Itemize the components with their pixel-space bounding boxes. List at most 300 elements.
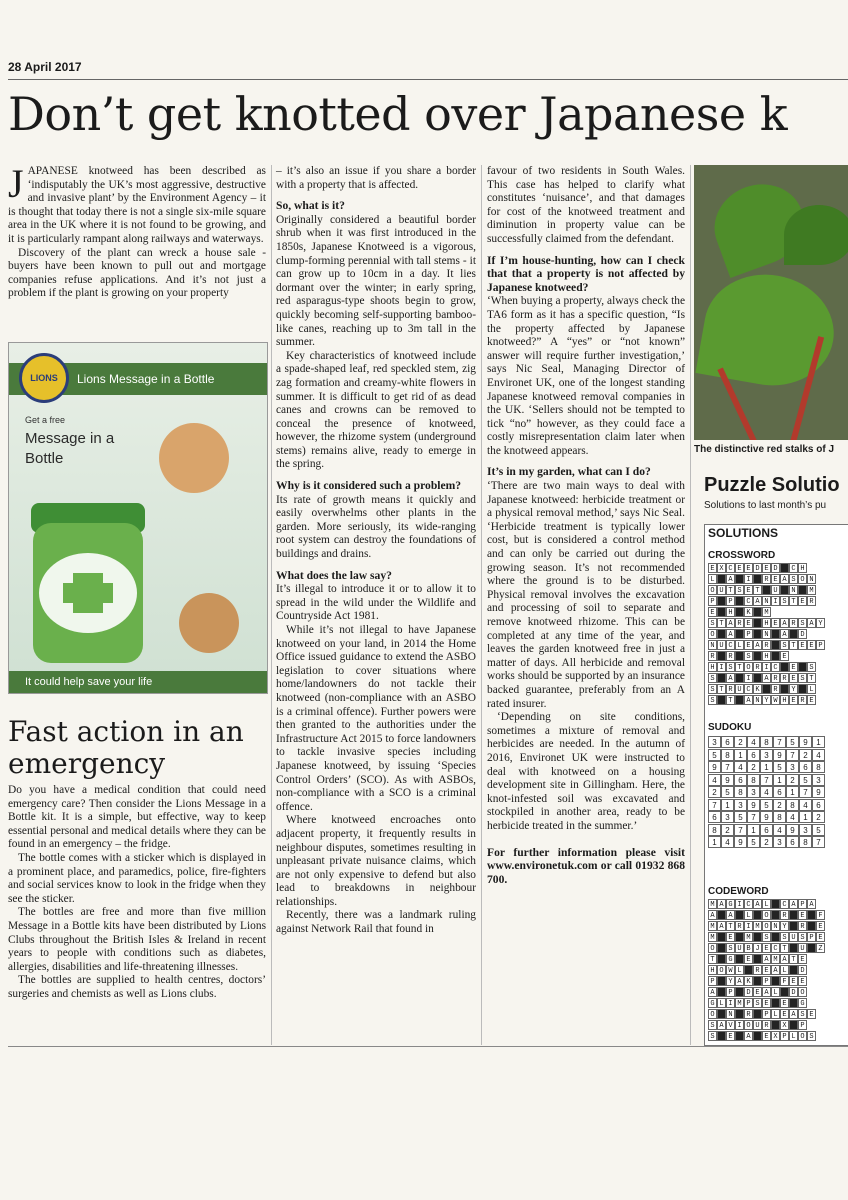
grid-cell: Y bbox=[780, 921, 789, 931]
sudoku-cell: 9 bbox=[760, 811, 773, 823]
intro-paragraph: APANESE knotweed has been described as ‘indisputably the UK’s most aggressive, destructive and invasive plant’ by the Environment Agency – it is thought that today there is not a single six-mile square area in the UK where it is not found to be growing, and it is particularly rampant along railways and waterways. bbox=[8, 165, 266, 245]
grid-cell: S bbox=[789, 574, 798, 584]
sudoku-cell: 4 bbox=[708, 774, 721, 786]
grid-cell: E bbox=[789, 695, 798, 705]
knotweed-photo bbox=[694, 165, 848, 440]
grid-cell: M bbox=[708, 921, 717, 931]
column-divider bbox=[690, 165, 691, 1045]
grid-cell: C bbox=[744, 596, 753, 606]
grid-cell: F bbox=[816, 910, 825, 920]
sidebar-headline: Fast action in an emergency bbox=[8, 715, 244, 780]
grid-cell: E bbox=[807, 640, 816, 650]
article-column-1 bbox=[8, 161, 266, 301]
paragraph: ‘Depending on site conditions, sometimes a mixture of removal and herbicides are needed. In the autumn of 2016, Environet UK were instructed to deal with knotweed on a housing development site in Gillingham. Here, the knot-infested soil was excavated and stockpiled in another area, ready to be herbicide treated in the summer.’ bbox=[487, 711, 685, 832]
sudoku-cell: 6 bbox=[773, 786, 786, 798]
grid-cell: E bbox=[807, 695, 816, 705]
sudoku-cell: 2 bbox=[721, 824, 734, 836]
grid-cell: S bbox=[726, 943, 735, 953]
grid-cell: R bbox=[744, 1009, 753, 1019]
sudoku-cell: 5 bbox=[786, 736, 799, 748]
grid-cell: C bbox=[726, 640, 735, 650]
advert-big-text: Message in a Bottle bbox=[25, 430, 115, 467]
leaf-shape bbox=[784, 205, 848, 265]
grid-cell bbox=[717, 1031, 726, 1041]
grid-cell: O bbox=[708, 1009, 717, 1019]
grid-cell bbox=[789, 965, 798, 975]
grid-cell bbox=[753, 976, 762, 986]
sudoku-cell: 3 bbox=[747, 786, 760, 798]
sudoku-cell: 6 bbox=[747, 749, 760, 761]
grid-cell: T bbox=[717, 684, 726, 694]
grid-cell: A bbox=[789, 1009, 798, 1019]
grid-cell: H bbox=[726, 607, 735, 617]
subheading: Why is it considered such a problem? bbox=[276, 479, 462, 493]
grid-cell: X bbox=[780, 1020, 789, 1030]
sudoku-cell: 9 bbox=[734, 836, 747, 848]
grid-cell: E bbox=[744, 563, 753, 573]
sudoku-cell: 1 bbox=[786, 786, 799, 798]
grid-cell: L bbox=[771, 987, 780, 997]
sudoku-cell: 4 bbox=[773, 824, 786, 836]
grid-cell: A bbox=[744, 695, 753, 705]
person-illustration bbox=[179, 593, 239, 653]
grid-cell bbox=[798, 662, 807, 672]
sidebar-paragraph: Do you have a medical condition that could need emergency care? Then consider the Lions Message in a Bottle kit. It is a simple, but effective, way to keep essential personal and medical details where they can be found in an emergency – the fridge. bbox=[8, 784, 266, 851]
grid-cell: I bbox=[726, 998, 735, 1008]
grid-cell: H bbox=[762, 618, 771, 628]
grid-cell bbox=[753, 607, 762, 617]
grid-cell: E bbox=[726, 932, 735, 942]
grid-cell bbox=[753, 618, 762, 628]
headline: Don’t get knotted over Japanese k bbox=[8, 87, 788, 141]
leaf-shape bbox=[695, 265, 842, 396]
grid-cell bbox=[762, 585, 771, 595]
sudoku-cell: 8 bbox=[786, 799, 799, 811]
issue-date: 28 April 2017 bbox=[8, 60, 82, 74]
sudoku-cell: 7 bbox=[773, 736, 786, 748]
grid-cell: U bbox=[789, 932, 798, 942]
grid-cell bbox=[771, 998, 780, 1008]
grid-cell: B bbox=[744, 943, 753, 953]
sudoku-cell: 3 bbox=[721, 811, 734, 823]
grid-cell: M bbox=[753, 921, 762, 931]
grid-cell: E bbox=[762, 965, 771, 975]
puzzle-title: Puzzle Solutio bbox=[704, 474, 840, 496]
grid-cell: M bbox=[708, 899, 717, 909]
grid-cell: A bbox=[789, 899, 798, 909]
grid-cell: Y bbox=[726, 976, 735, 986]
grid-cell: P bbox=[708, 976, 717, 986]
grid-cell: M bbox=[735, 998, 744, 1008]
grid-cell: N bbox=[726, 1009, 735, 1019]
sudoku-cell: 6 bbox=[799, 761, 812, 773]
grid-cell: R bbox=[789, 618, 798, 628]
grid-cell bbox=[717, 695, 726, 705]
grid-cell: P bbox=[780, 1031, 789, 1041]
grid-cell: O bbox=[744, 1020, 753, 1030]
grid-cell bbox=[807, 943, 816, 953]
crossword-row bbox=[708, 563, 848, 574]
grid-cell: U bbox=[735, 943, 744, 953]
photo-caption: The distinctive red stalks of J bbox=[694, 444, 835, 455]
grid-cell: M bbox=[708, 932, 717, 942]
sudoku-cell: 6 bbox=[786, 836, 799, 848]
sidebar-story bbox=[8, 784, 266, 1002]
sudoku-cell: 5 bbox=[760, 799, 773, 811]
grid-cell: P bbox=[762, 1009, 771, 1019]
grid-cell bbox=[735, 695, 744, 705]
grid-cell: H bbox=[708, 965, 717, 975]
grid-cell: P bbox=[798, 1020, 807, 1030]
sudoku-cell: 5 bbox=[734, 811, 747, 823]
grid-cell: W bbox=[771, 695, 780, 705]
grid-cell: A bbox=[726, 629, 735, 639]
grid-cell bbox=[753, 673, 762, 683]
sudoku-cell: 9 bbox=[747, 799, 760, 811]
grid-cell bbox=[798, 684, 807, 694]
grid-cell bbox=[717, 932, 726, 942]
grid-cell: H bbox=[762, 651, 771, 661]
grid-cell bbox=[735, 651, 744, 661]
grid-cell: C bbox=[789, 563, 798, 573]
grid-cell: T bbox=[789, 954, 798, 964]
grid-cell: M bbox=[807, 585, 816, 595]
sudoku-cell: 2 bbox=[734, 736, 747, 748]
grid-cell: E bbox=[798, 910, 807, 920]
codeword-row bbox=[708, 910, 848, 921]
sudoku-cell: 6 bbox=[760, 824, 773, 836]
sudoku-cell: 5 bbox=[773, 761, 786, 773]
grid-cell bbox=[789, 1020, 798, 1030]
grid-cell: A bbox=[780, 618, 789, 628]
grid-cell: L bbox=[708, 574, 717, 584]
grid-cell: I bbox=[717, 662, 726, 672]
footer-rule bbox=[8, 1046, 848, 1047]
grid-cell: E bbox=[708, 563, 717, 573]
grid-cell: H bbox=[798, 563, 807, 573]
sudoku-cell: 3 bbox=[799, 824, 812, 836]
grid-cell: O bbox=[798, 987, 807, 997]
sudoku-cell: 2 bbox=[760, 836, 773, 848]
grid-cell bbox=[717, 976, 726, 986]
grid-cell: L bbox=[807, 684, 816, 694]
sudoku-cell: 8 bbox=[812, 761, 825, 773]
crossword-row bbox=[708, 684, 848, 695]
grid-cell: R bbox=[735, 618, 744, 628]
grid-cell bbox=[807, 910, 816, 920]
grid-cell: I bbox=[735, 899, 744, 909]
grid-cell: E bbox=[798, 596, 807, 606]
grid-cell bbox=[735, 910, 744, 920]
advert-footer: It could help save your life bbox=[9, 671, 267, 693]
grid-cell bbox=[735, 1009, 744, 1019]
grid-cell bbox=[735, 607, 744, 617]
grid-cell bbox=[807, 921, 816, 931]
grid-cell bbox=[717, 943, 726, 953]
grid-cell: L bbox=[762, 899, 771, 909]
sudoku-cell: 9 bbox=[773, 749, 786, 761]
grid-cell: E bbox=[798, 954, 807, 964]
grid-cell: E bbox=[816, 921, 825, 931]
grid-cell bbox=[789, 921, 798, 931]
sudoku-cell: 5 bbox=[708, 749, 721, 761]
grid-cell: R bbox=[780, 673, 789, 683]
grid-cell: A bbox=[780, 629, 789, 639]
grid-cell bbox=[780, 585, 789, 595]
grid-cell: R bbox=[780, 910, 789, 920]
grid-cell: O bbox=[717, 965, 726, 975]
grid-cell: W bbox=[726, 965, 735, 975]
sudoku-cell: 4 bbox=[760, 786, 773, 798]
sudoku-cell: 9 bbox=[786, 824, 799, 836]
paragraph: ‘When buying a property, always check the TA6 form as it has a specific question, “Is the property affected by Japanese knotweed?” A “yes” or “not known” answer will require further investigation,’ says Nic Seal, Managing Director of Environet UK, one of the longest standing Japanese knotweed removal companies in the UK. ‘Sellers should not be tempted to tick “no” however, as they could face a costly misrepresentation claim later when the knotweed appears. bbox=[487, 295, 685, 457]
grid-cell: L bbox=[780, 965, 789, 975]
sudoku-cell: 6 bbox=[812, 799, 825, 811]
grid-cell: A bbox=[807, 618, 816, 628]
grid-cell bbox=[717, 651, 726, 661]
grid-cell bbox=[717, 1009, 726, 1019]
header-rule bbox=[8, 79, 848, 80]
paragraph: ‘There are two main ways to deal with Japanese knotweed: herbicide treatment or a physical removal method,’ says Nic Seal. ‘Herbicide treatment is typically lower cost, but is considered a control method and can only be carried out during the growing season. It’s not recommended where the ground is to be disturbed. Physical removal involves the excavation and processing of soil to separate and remove knotweed rhizome. This can be completed at any time of the year, and leaves the garden knotweed free in just a matter of days. All herbicide and removal works should be supported by an insurance backed guarantee, preferably from an A rated insurer. bbox=[487, 480, 685, 710]
grid-cell: P bbox=[726, 596, 735, 606]
grid-cell: S bbox=[726, 662, 735, 672]
codeword-row bbox=[708, 954, 848, 965]
grid-cell: I bbox=[771, 596, 780, 606]
grid-cell: S bbox=[798, 932, 807, 942]
paragraph: Where knotweed encroaches onto adjacent property, it frequently results in neighbour disputes, sometimes resulting in unpleasant private nuisance claims, which are not only expensive to defend but also lead to breakdowns in neighbour relationships. bbox=[276, 814, 476, 908]
grid-cell: T bbox=[726, 921, 735, 931]
grid-cell: E bbox=[798, 976, 807, 986]
grid-cell: P bbox=[816, 640, 825, 650]
sudoku-cell: 1 bbox=[812, 736, 825, 748]
grid-cell bbox=[753, 1031, 762, 1041]
grid-cell bbox=[735, 954, 744, 964]
grid-cell bbox=[771, 899, 780, 909]
grid-cell: D bbox=[753, 563, 762, 573]
grid-cell: R bbox=[708, 651, 717, 661]
article-column-3 bbox=[487, 165, 685, 887]
subheading: What does the law say? bbox=[276, 568, 392, 582]
sudoku-cell: 4 bbox=[786, 811, 799, 823]
sudoku-cell: 7 bbox=[721, 761, 734, 773]
grid-cell: A bbox=[744, 1031, 753, 1041]
grid-cell: R bbox=[798, 695, 807, 705]
grid-cell: S bbox=[708, 684, 717, 694]
sudoku-cell: 7 bbox=[708, 799, 721, 811]
sudoku-cell: 7 bbox=[747, 811, 760, 823]
grid-cell: S bbox=[744, 651, 753, 661]
grid-cell: T bbox=[753, 585, 762, 595]
grid-cell: P bbox=[744, 629, 753, 639]
grid-cell: I bbox=[735, 1020, 744, 1030]
grid-cell: O bbox=[798, 574, 807, 584]
sudoku-cell: 4 bbox=[734, 761, 747, 773]
crossword-row bbox=[708, 651, 848, 662]
grid-cell: A bbox=[726, 618, 735, 628]
sudoku-cell: 4 bbox=[812, 749, 825, 761]
sudoku-cell: 6 bbox=[708, 811, 721, 823]
grid-cell bbox=[735, 596, 744, 606]
grid-cell bbox=[753, 954, 762, 964]
sudoku-cell: 1 bbox=[721, 799, 734, 811]
grid-cell bbox=[717, 607, 726, 617]
grid-cell: R bbox=[762, 1020, 771, 1030]
grid-cell: U bbox=[753, 1020, 762, 1030]
grid-cell bbox=[735, 932, 744, 942]
sudoku-row bbox=[708, 836, 848, 849]
grid-cell: C bbox=[744, 684, 753, 694]
grid-cell: E bbox=[726, 1031, 735, 1041]
codeword-row bbox=[708, 943, 848, 954]
grid-cell: D bbox=[798, 629, 807, 639]
grid-cell bbox=[753, 629, 762, 639]
grid-cell bbox=[771, 976, 780, 986]
codeword-row bbox=[708, 1020, 848, 1031]
grid-cell: S bbox=[807, 662, 816, 672]
grid-cell bbox=[789, 998, 798, 1008]
paragraph: Key characteristics of knotweed include a spade-shaped leaf, red speckled stem, zig zag formation and creamy-white flowers in summer. It is difficult to get rid of as dead canes and crowns can be removed to conceal the presence of knotweed, however, the rhizome system (underground stems) remains alive, ready to emerge in the spring. bbox=[276, 349, 476, 471]
grid-cell: D bbox=[771, 563, 780, 573]
sudoku-cell: 1 bbox=[773, 774, 786, 786]
codeword-row bbox=[708, 987, 848, 998]
grid-cell: M bbox=[744, 932, 753, 942]
grid-cell bbox=[735, 1031, 744, 1041]
grid-cell: R bbox=[726, 651, 735, 661]
codeword-row bbox=[708, 932, 848, 943]
grid-cell: E bbox=[771, 574, 780, 584]
grid-cell bbox=[717, 574, 726, 584]
grid-cell: S bbox=[735, 585, 744, 595]
grid-cell: E bbox=[762, 563, 771, 573]
paragraph: Originally considered a beautiful border shrub when it was first introduced in the 1850s, Japanese Knotweed is a vigorous, clump-forming perennial with tall stems - it can grow up to 10cm in a day. It lies dormant over the winter; in early spring, red asparagus-type shoots begin to grow, quickly becoming self-supporting bamboo-like canes, reaching up to 3m tall in the summer. bbox=[276, 213, 476, 349]
grid-cell: H bbox=[708, 662, 717, 672]
grid-cell bbox=[753, 1009, 762, 1019]
grid-cell: A bbox=[717, 1020, 726, 1030]
grid-cell: A bbox=[726, 574, 735, 584]
drop-cap: J bbox=[8, 161, 24, 206]
grid-cell bbox=[771, 651, 780, 661]
sudoku-cell: 8 bbox=[760, 736, 773, 748]
sudoku-cell: 8 bbox=[708, 824, 721, 836]
sudoku-row bbox=[708, 799, 848, 812]
grid-cell: R bbox=[753, 965, 762, 975]
grid-cell: I bbox=[744, 574, 753, 584]
grid-cell: A bbox=[708, 910, 717, 920]
grid-cell: C bbox=[771, 943, 780, 953]
grid-cell: Y bbox=[762, 695, 771, 705]
crossword-row bbox=[708, 629, 848, 640]
sudoku-cell: 4 bbox=[747, 736, 760, 748]
sudoku-cell: 7 bbox=[734, 824, 747, 836]
grid-cell: C bbox=[780, 899, 789, 909]
grid-cell: N bbox=[753, 695, 762, 705]
paragraph: – it’s also an issue if you share a border with a property that is affected. bbox=[276, 165, 476, 191]
grid-cell: S bbox=[798, 673, 807, 683]
lions-logo: LIONS bbox=[19, 353, 69, 403]
grid-cell: T bbox=[789, 640, 798, 650]
sudoku-cell: 4 bbox=[799, 799, 812, 811]
grid-cell: O bbox=[708, 629, 717, 639]
grid-cell: T bbox=[807, 673, 816, 683]
grid-cell: S bbox=[798, 1009, 807, 1019]
sudoku-row bbox=[708, 761, 848, 774]
grid-cell: S bbox=[780, 596, 789, 606]
grid-cell: H bbox=[780, 695, 789, 705]
grid-cell: S bbox=[708, 673, 717, 683]
grid-cell: P bbox=[726, 987, 735, 997]
grid-cell: A bbox=[726, 673, 735, 683]
crossword-label: CROSSWORD bbox=[708, 550, 776, 561]
sudoku-row bbox=[708, 749, 848, 762]
codeword-label: CODEWORD bbox=[708, 886, 769, 897]
crossword-row bbox=[708, 596, 848, 607]
grid-cell: R bbox=[753, 662, 762, 672]
grid-cell bbox=[789, 629, 798, 639]
grid-cell: U bbox=[735, 684, 744, 694]
subheading: It’s in my garden, what can I do? bbox=[487, 465, 651, 479]
grid-cell bbox=[735, 629, 744, 639]
codeword-row bbox=[708, 899, 848, 910]
grid-cell: U bbox=[717, 640, 726, 650]
grid-cell bbox=[717, 673, 726, 683]
grid-cell: O bbox=[708, 943, 717, 953]
grid-cell: G bbox=[726, 954, 735, 964]
grid-cell: R bbox=[726, 684, 735, 694]
grid-cell bbox=[717, 954, 726, 964]
grid-cell: E bbox=[798, 640, 807, 650]
grid-cell: L bbox=[735, 965, 744, 975]
grid-cell: E bbox=[789, 673, 798, 683]
grid-cell: J bbox=[753, 943, 762, 953]
sudoku-cell: 5 bbox=[747, 836, 760, 848]
grid-cell: K bbox=[753, 684, 762, 694]
crossword-row bbox=[708, 673, 848, 684]
sudoku-cell: 1 bbox=[734, 749, 747, 761]
sidebar-paragraph: The bottle comes with a sticker which is displayed in a prominent place, and paramedics, police, fire-fighters and social services know to look in the fridge when they see the sticker. bbox=[8, 851, 266, 905]
grid-cell: A bbox=[717, 899, 726, 909]
grid-cell bbox=[762, 684, 771, 694]
grid-cell: K bbox=[744, 976, 753, 986]
solutions-label: SOLUTIONS bbox=[708, 526, 779, 540]
crossword-row bbox=[708, 640, 848, 651]
grid-cell bbox=[735, 673, 744, 683]
grid-cell: T bbox=[726, 695, 735, 705]
grid-cell: G bbox=[726, 899, 735, 909]
grid-cell: U bbox=[771, 585, 780, 595]
intro-paragraph-2: Discovery of the plant can wreck a house sale - buyers have been known to pull out and mortgage companies refuse applications. And it’s not just a problem if the plant is growing on your property bbox=[8, 246, 266, 300]
grid-cell bbox=[744, 965, 753, 975]
grid-cell: R bbox=[735, 921, 744, 931]
codeword-row bbox=[708, 965, 848, 976]
grid-cell bbox=[717, 596, 726, 606]
grid-cell bbox=[780, 563, 789, 573]
grid-cell: P bbox=[798, 899, 807, 909]
grid-cell: S bbox=[708, 1031, 717, 1041]
grid-cell: E bbox=[744, 585, 753, 595]
grid-cell bbox=[717, 987, 726, 997]
grid-cell: O bbox=[798, 1031, 807, 1041]
sudoku-cell: 1 bbox=[799, 811, 812, 823]
grid-cell: Y bbox=[789, 684, 798, 694]
grid-cell bbox=[771, 1020, 780, 1030]
grid-cell: C bbox=[726, 563, 735, 573]
grid-cell: E bbox=[753, 987, 762, 997]
grid-cell: D bbox=[789, 987, 798, 997]
grid-cell: Y bbox=[816, 618, 825, 628]
grid-cell: O bbox=[762, 921, 771, 931]
grid-cell: S bbox=[807, 1031, 816, 1041]
grid-cell: O bbox=[744, 662, 753, 672]
